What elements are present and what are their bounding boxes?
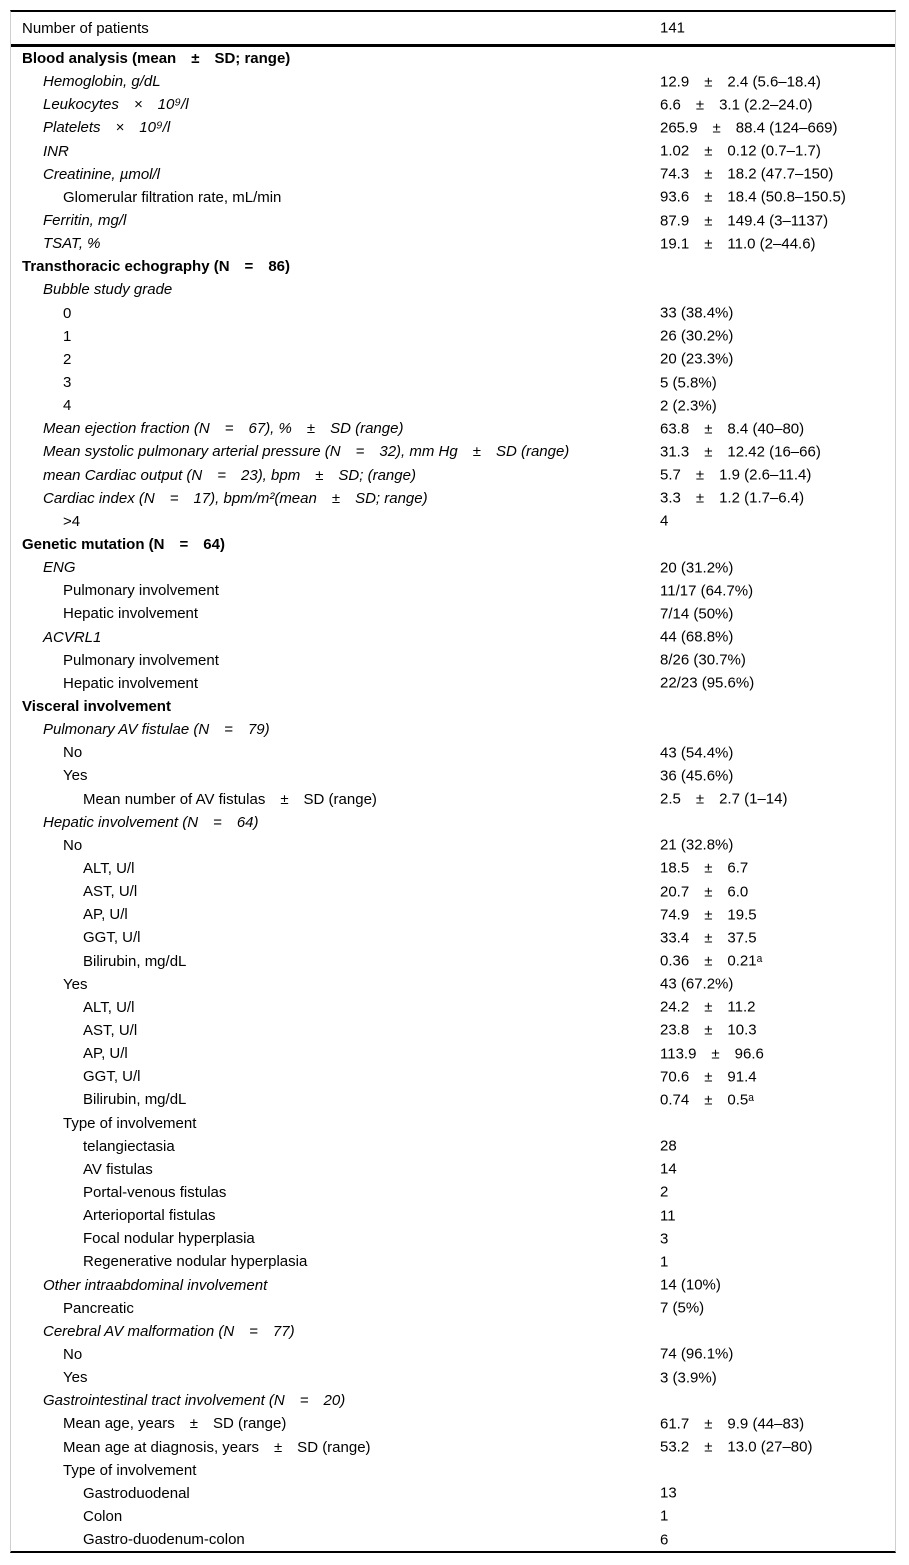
row-label: >4 bbox=[63, 512, 81, 530]
row-label: Type of involvement bbox=[63, 1114, 197, 1132]
table-row bbox=[11, 1227, 895, 1250]
row-label: AV fistulas bbox=[83, 1160, 153, 1178]
row-value: 8/26 (30.7%) bbox=[660, 651, 746, 669]
table-row bbox=[11, 186, 895, 209]
table-row bbox=[11, 302, 895, 325]
table-row bbox=[11, 232, 895, 255]
row-value: 74.3 ± 18.2 (47.7–150) bbox=[660, 165, 834, 183]
row-label: ALT, U/l bbox=[83, 859, 135, 877]
row-label: 0 bbox=[63, 304, 72, 322]
table-row bbox=[11, 255, 895, 278]
row-label: Mean number of AV fistulas ± SD (range) bbox=[83, 790, 377, 808]
row-value: 3 (3.9%) bbox=[660, 1369, 717, 1387]
row-label: Hemoglobin, g/dL bbox=[43, 73, 161, 91]
row-label: Bilirubin, mg/dL bbox=[83, 1091, 187, 1109]
table-row bbox=[11, 1111, 895, 1134]
row-label: Visceral involvement bbox=[22, 698, 171, 715]
row-value: 12.9 ± 2.4 (5.6–18.4) bbox=[660, 73, 821, 91]
table-row bbox=[11, 718, 895, 741]
row-value: 20 (31.2%) bbox=[660, 559, 734, 577]
row-value: 1.02 ± 0.12 (0.7–1.7) bbox=[660, 142, 821, 160]
table-row bbox=[11, 880, 895, 903]
row-label: Portal-venous fistulas bbox=[83, 1183, 227, 1201]
table-row bbox=[11, 348, 895, 371]
row-value: 70.6 ± 91.4 bbox=[660, 1068, 757, 1086]
row-label: Gastro-duodenum-colon bbox=[83, 1531, 245, 1549]
row-label: Genetic mutation (N = 64) bbox=[22, 536, 225, 554]
row-value: 20 (23.3%) bbox=[660, 350, 734, 368]
row-label: 2 bbox=[63, 350, 72, 368]
row-label: Type of involvement bbox=[63, 1461, 197, 1479]
table-row bbox=[11, 1042, 895, 1065]
row-label: 3 bbox=[63, 374, 72, 392]
row-value: 53.2 ± 13.0 (27–80) bbox=[660, 1438, 813, 1456]
table-row bbox=[11, 440, 895, 463]
table-row bbox=[11, 1297, 895, 1320]
row-value: 21 (32.8%) bbox=[660, 836, 734, 854]
table-row bbox=[11, 47, 895, 70]
row-value: 6 bbox=[660, 1531, 669, 1549]
table-row bbox=[11, 1158, 895, 1181]
table-row bbox=[11, 93, 895, 116]
table-row bbox=[11, 926, 895, 949]
row-value: 0.74 ± 0.5ᵃ bbox=[660, 1091, 754, 1109]
row-value: 11 bbox=[660, 1207, 676, 1225]
row-label: Leukocytes × 10⁹/l bbox=[43, 96, 189, 114]
row-label: telangiectasia bbox=[83, 1137, 175, 1155]
row-value: 33.4 ± 37.5 bbox=[660, 929, 757, 947]
row-value: 14 bbox=[660, 1160, 677, 1178]
row-label: No bbox=[63, 836, 83, 854]
row-value: 23.8 ± 10.3 bbox=[660, 1021, 757, 1039]
row-label: Mean ejection fraction (N = 67), % ± SD (range) bbox=[43, 420, 404, 438]
row-value: 3 bbox=[660, 1230, 669, 1248]
row-value: 113.9 ± 96.6 bbox=[660, 1045, 764, 1063]
table-row bbox=[11, 70, 895, 93]
row-value: 1 bbox=[660, 1253, 669, 1271]
row-label: Hepatic involvement bbox=[63, 674, 199, 692]
header-label: Number of patients bbox=[22, 19, 149, 37]
table-row bbox=[11, 1505, 895, 1528]
table-row bbox=[11, 209, 895, 232]
row-label: Mean systolic pulmonary arterial pressure (N = 32), mm Hg ± SD (range) bbox=[43, 443, 570, 461]
row-label: Cerebral AV malformation (N = 77) bbox=[43, 1322, 295, 1340]
table-row bbox=[11, 857, 895, 880]
table-row bbox=[11, 996, 895, 1019]
row-label: Mean age, years ± SD (range) bbox=[63, 1415, 287, 1433]
row-label: Arterioportal fistulas bbox=[83, 1207, 216, 1225]
row-value: 6.6 ± 3.1 (2.2–24.0) bbox=[660, 96, 813, 114]
row-label: ALT, U/l bbox=[83, 998, 135, 1016]
row-value: 18.5 ± 6.7 bbox=[660, 859, 749, 877]
table-row bbox=[11, 556, 895, 579]
row-value: 19.1 ± 11.0 (2–44.6) bbox=[660, 235, 816, 253]
row-value: 2 bbox=[660, 1183, 669, 1201]
table-row bbox=[11, 1366, 895, 1389]
row-label: 4 bbox=[63, 397, 72, 415]
row-value: 3.3 ± 1.2 (1.7–6.4) bbox=[660, 489, 805, 507]
table-row bbox=[11, 464, 895, 487]
table-row bbox=[11, 1459, 895, 1482]
table-row bbox=[11, 394, 895, 417]
row-value: 1 bbox=[660, 1507, 669, 1525]
row-label: Focal nodular hyperplasia bbox=[83, 1230, 255, 1248]
row-value: 22/23 (95.6%) bbox=[660, 674, 755, 692]
row-value: 0.36 ± 0.21ᵃ bbox=[660, 952, 763, 970]
row-value: 74.9 ± 19.5 bbox=[660, 906, 757, 924]
table-header-row bbox=[11, 12, 895, 47]
table-row bbox=[11, 1435, 895, 1458]
table-row bbox=[11, 1019, 895, 1042]
header-value: 141 bbox=[660, 19, 686, 37]
table-row bbox=[11, 949, 895, 972]
table-row bbox=[11, 1320, 895, 1343]
table-row bbox=[11, 278, 895, 301]
table-row bbox=[11, 811, 895, 834]
table-row bbox=[11, 140, 895, 163]
table-row bbox=[11, 741, 895, 764]
row-label: Colon bbox=[83, 1507, 123, 1525]
table-row bbox=[11, 1088, 895, 1111]
table-row bbox=[11, 510, 895, 533]
table-row bbox=[11, 487, 895, 510]
row-label: Regenerative nodular hyperplasia bbox=[83, 1253, 308, 1271]
row-value: 13 bbox=[660, 1484, 677, 1502]
row-value: 74 (96.1%) bbox=[660, 1345, 734, 1363]
row-value: 43 (54.4%) bbox=[660, 744, 734, 762]
row-value: 63.8 ± 8.4 (40–80) bbox=[660, 420, 805, 438]
row-value: 14 (10%) bbox=[660, 1276, 721, 1294]
row-label: 1 bbox=[63, 327, 72, 345]
row-label: Yes bbox=[63, 767, 88, 785]
table-row bbox=[11, 1273, 895, 1296]
table-row bbox=[11, 602, 895, 625]
row-value: 2 (2.3%) bbox=[660, 397, 717, 415]
table-row bbox=[11, 1135, 895, 1158]
table-row bbox=[11, 1482, 895, 1505]
row-label: AP, U/l bbox=[83, 906, 128, 924]
row-label: AST, U/l bbox=[83, 883, 138, 901]
row-value: 28 bbox=[660, 1137, 677, 1155]
row-label: Other intraabdominal involvement bbox=[43, 1276, 268, 1294]
table-row bbox=[11, 649, 895, 672]
row-label: Yes bbox=[63, 1369, 88, 1387]
row-value: 33 (38.4%) bbox=[660, 304, 734, 322]
row-label: No bbox=[63, 744, 83, 762]
row-value: 31.3 ± 12.42 (16–66) bbox=[660, 443, 821, 461]
row-label: Gastrointestinal tract involvement (N = 20) bbox=[43, 1392, 346, 1410]
table-row bbox=[11, 1065, 895, 1088]
row-label: INR bbox=[43, 142, 69, 160]
row-value: 36 (45.6%) bbox=[660, 767, 734, 785]
table-row bbox=[11, 116, 895, 139]
table-row bbox=[11, 834, 895, 857]
row-label: Yes bbox=[63, 975, 88, 993]
table-body bbox=[11, 47, 895, 1551]
row-label: ACVRL1 bbox=[43, 628, 102, 646]
row-label: GGT, U/l bbox=[83, 1068, 141, 1086]
row-value: 20.7 ± 6.0 bbox=[660, 883, 749, 901]
row-label: Hepatic involvement bbox=[63, 605, 199, 623]
row-value: 24.2 ± 11.2 bbox=[660, 998, 756, 1016]
table-row bbox=[11, 695, 895, 718]
row-label: Mean age at diagnosis, years ± SD (range) bbox=[63, 1438, 371, 1456]
row-value: 5 (5.8%) bbox=[660, 374, 717, 392]
row-label: Pancreatic bbox=[63, 1299, 134, 1317]
row-value: 43 (67.2%) bbox=[660, 975, 734, 993]
row-label: Cardiac index (N = 17), bpm/m²(mean ± SD; range) bbox=[43, 489, 428, 507]
table-row bbox=[11, 1343, 895, 1366]
row-label: Transthoracic echography (N = 86) bbox=[22, 258, 290, 276]
table-row bbox=[11, 1389, 895, 1412]
row-label: Glomerular filtration rate, mL/min bbox=[63, 188, 282, 206]
row-label: TSAT, % bbox=[43, 235, 101, 253]
table-row bbox=[11, 533, 895, 556]
table-row bbox=[11, 788, 895, 811]
row-label: Bubble study grade bbox=[43, 281, 173, 299]
row-value: 2.5 ± 2.7 (1–14) bbox=[660, 790, 788, 808]
row-value: 11/17 (64.7%) bbox=[660, 582, 754, 600]
row-label: Pulmonary AV fistulae (N = 79) bbox=[43, 721, 270, 739]
row-label: Ferritin, mg/l bbox=[43, 212, 127, 230]
row-label: AP, U/l bbox=[83, 1045, 128, 1063]
row-label: Pulmonary involvement bbox=[63, 582, 219, 600]
row-value: 7/14 (50%) bbox=[660, 605, 734, 623]
row-label: Pulmonary involvement bbox=[63, 651, 219, 669]
row-value: 61.7 ± 9.9 (44–83) bbox=[660, 1415, 805, 1433]
row-value: 265.9 ± 88.4 (124–669) bbox=[660, 119, 838, 137]
row-label: ENG bbox=[43, 559, 76, 577]
row-value: 4 bbox=[660, 512, 669, 530]
table-row bbox=[11, 1412, 895, 1435]
row-label: Blood analysis (mean ± SD; range) bbox=[22, 50, 291, 68]
row-label: Gastroduodenal bbox=[83, 1484, 190, 1502]
row-label: Hepatic involvement (N = 64) bbox=[43, 813, 259, 831]
row-value: 87.9 ± 149.4 (3–1137) bbox=[660, 212, 829, 230]
row-label: Platelets × 10⁹/l bbox=[43, 119, 171, 137]
table-row bbox=[11, 417, 895, 440]
row-value: 93.6 ± 18.4 (50.8–150.5) bbox=[660, 188, 846, 206]
table-row bbox=[11, 1528, 895, 1551]
row-value: 5.7 ± 1.9 (2.6–11.4) bbox=[660, 466, 812, 484]
row-label: Bilirubin, mg/dL bbox=[83, 952, 187, 970]
table-row bbox=[11, 163, 895, 186]
row-label: Creatinine, µmol/l bbox=[43, 165, 161, 183]
row-label: mean Cardiac output (N = 23), bpm ± SD; (range) bbox=[43, 466, 416, 484]
table-row bbox=[11, 325, 895, 348]
table-row bbox=[11, 764, 895, 787]
table-row bbox=[11, 579, 895, 602]
row-value: 44 (68.8%) bbox=[660, 628, 734, 646]
row-label: AST, U/l bbox=[83, 1021, 138, 1039]
table-row bbox=[11, 1204, 895, 1227]
row-label: No bbox=[63, 1345, 83, 1363]
table-row bbox=[11, 1250, 895, 1273]
table-row bbox=[11, 973, 895, 996]
table-row bbox=[11, 672, 895, 695]
table-row bbox=[11, 1181, 895, 1204]
table-row bbox=[11, 903, 895, 926]
patient-characteristics-table bbox=[10, 10, 896, 1553]
row-label: GGT, U/l bbox=[83, 929, 141, 947]
row-value: 7 (5%) bbox=[660, 1299, 705, 1317]
row-value: 26 (30.2%) bbox=[660, 327, 734, 345]
table-row bbox=[11, 371, 895, 394]
table-row bbox=[11, 626, 895, 649]
